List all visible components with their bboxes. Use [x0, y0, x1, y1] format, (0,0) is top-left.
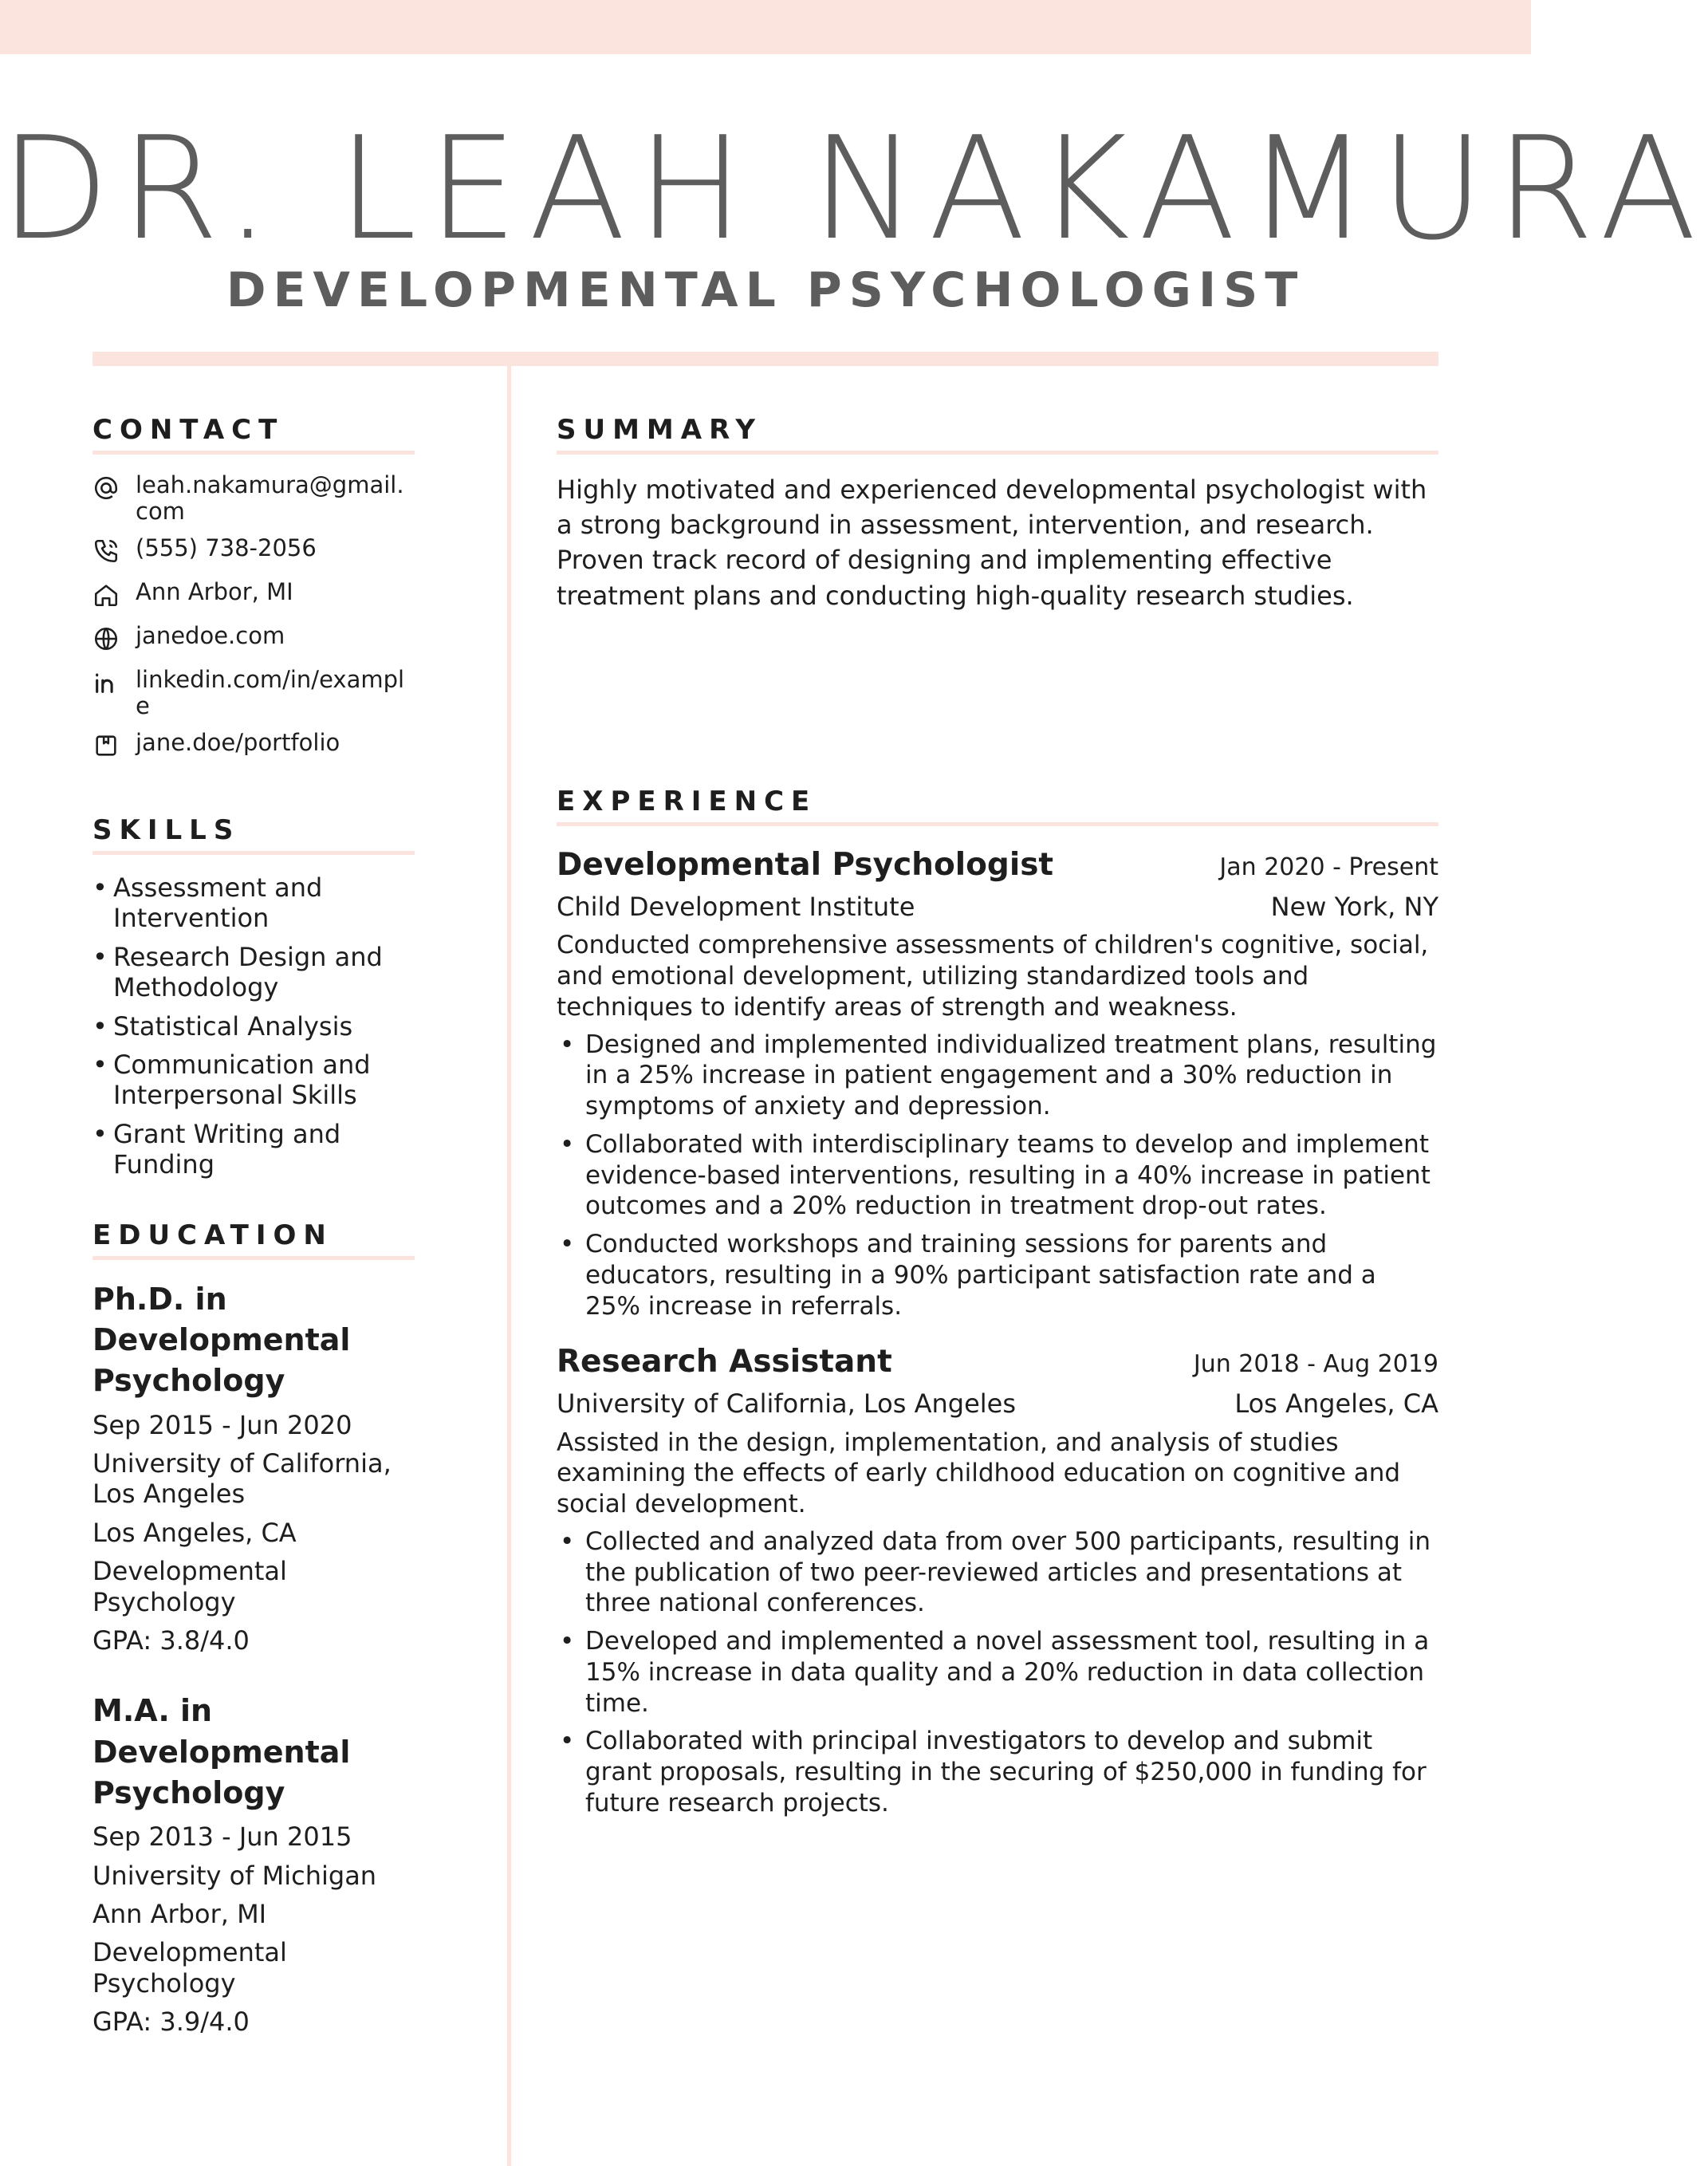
skill-item: • Research Design and Methodology: [92, 942, 415, 1003]
education-section: [92, 1220, 415, 2038]
contact-linkedin-text: linkedin.com/in/example: [136, 666, 405, 719]
contact-email[interactable]: [92, 472, 415, 524]
person-name: DR. LEAH NAKAMURA: [0, 106, 1708, 271]
gpa: GPA: 3.8/4.0: [92, 1624, 250, 1656]
job-organization: Child Development Institute: [557, 891, 915, 922]
skills-section: [92, 815, 415, 1180]
skill-item: • Grant Writing and Funding: [92, 1119, 415, 1180]
experience-heading: EXPERIENCE: [557, 786, 1438, 826]
degree-name: Ph.D. in Developmental Psychology: [92, 1281, 351, 1399]
contact-phone-text: (555) 738-2056: [136, 534, 317, 562]
bullet-item: • Designed and implemented individualized treatment plans, resulting in a 25% increase in patient engagement and a 30% reduction in symptoms of anxiety and depression.: [557, 1030, 1438, 1122]
bullet-item: • Collaborated with principal investigators to develop and submit grant proposals, resulting in the securing of $250,000 in funding for future research projects.: [557, 1726, 1438, 1818]
skill-item: • Communication and Interpersonal Skills: [92, 1050, 415, 1111]
job-description: Conducted comprehensive assessments of children's cognitive, social, and emotional development, utilizing standardized tools and techniques to identify areas of strength and weakness.: [557, 931, 1429, 1022]
job-role: Developmental Psychologist: [557, 847, 1054, 884]
job-dates: Jun 2018 - Aug 2019: [1193, 1350, 1438, 1379]
school-name: University of California, Los Angeles: [92, 1447, 392, 1510]
column-divider: [507, 366, 511, 2166]
degree-name: M.A. in Developmental Psychology: [92, 1693, 351, 1810]
job-title-header: DEVELOPMENTAL PSYCHOLOGIST: [226, 262, 1305, 318]
bullet-item: • Collaborated with interdisciplinary teams to develop and implement evidence-based interventions, resulting in a 40% increase in patient outcomes and a 20% reduction in treatment drop-out rates.: [557, 1129, 1438, 1222]
contact-portfolio-text: jane.doe/portfolio: [136, 728, 340, 756]
contact-phone[interactable]: [92, 535, 415, 568]
skill-item: • Statistical Analysis: [92, 1011, 415, 1042]
education-entry: [92, 1691, 415, 2037]
field-of-study: Developmental Psychology: [92, 1556, 287, 1617]
contact-section: [92, 415, 415, 762]
at-icon: [92, 475, 123, 505]
contact-website-text: janedoe.com: [136, 622, 285, 650]
home-icon: [92, 581, 123, 612]
skills-heading: SKILLS: [92, 815, 415, 855]
field-of-study: Developmental Psychology: [92, 1937, 287, 1999]
job-role: Research Assistant: [557, 1344, 892, 1380]
job-dates: Jan 2020 - Present: [1219, 853, 1438, 882]
contact-list: [92, 472, 415, 762]
bullet-item: • Conducted workshops and training sessions for parents and educators, resulting in a 90% participant satisfaction rate and a 25% increase in referrals.: [557, 1229, 1438, 1321]
education-heading: EDUCATION: [92, 1220, 415, 1260]
job-organization: University of California, Los Angeles: [557, 1388, 1017, 1420]
summary-heading: SUMMARY: [557, 415, 1438, 455]
gpa: GPA: 3.9/4.0: [92, 2007, 250, 2038]
skill-item: • Assessment and Intervention: [92, 872, 415, 934]
contact-address: [92, 579, 415, 612]
left-column: [92, 415, 415, 2038]
globe-icon: [92, 625, 123, 656]
phone-icon: [92, 538, 123, 568]
linkedin-icon: [92, 669, 123, 699]
bullet-item: • Collected and analyzed data from over 500 participants, resulting in the publication of two peer-reviewed articles and presentations at three national conferences.: [557, 1526, 1438, 1619]
school-name: University of Michigan: [92, 1860, 377, 1891]
job-description: Assisted in the design, implementation, and analysis of studies examining the effects of early childhood education on cognitive and social development.: [557, 1428, 1401, 1519]
bullet-item: • Developed and implemented a novel assessment tool, resulting in a 15% increase in data quality and a 20% reduction in data collection time.: [557, 1626, 1438, 1719]
education-dates: Sep 2015 - Jun 2020: [92, 1409, 352, 1440]
experience-entry: [557, 1342, 1438, 1818]
job-location: Los Angeles, CA: [1234, 1388, 1438, 1420]
experience-section: [557, 786, 1438, 1819]
education-list: [92, 1279, 415, 2038]
top-accent-bar: [0, 0, 1531, 54]
education-dates: Sep 2013 - Jun 2015: [92, 1821, 352, 1853]
contact-portfolio[interactable]: [92, 730, 415, 762]
header-divider: [92, 352, 1438, 366]
contact-linkedin[interactable]: [92, 667, 415, 719]
right-column: [557, 415, 1438, 1826]
bookmark-icon: [92, 732, 123, 762]
skills-list: [92, 872, 415, 1180]
contact-heading: CONTACT: [92, 415, 415, 455]
school-location: Los Angeles, CA: [92, 1517, 297, 1548]
job-bullets: [557, 1526, 1438, 1819]
experience-entry: [557, 845, 1438, 1321]
school-location: Ann Arbor, MI: [92, 1898, 267, 1929]
summary-text: Highly motivated and experienced developmental psychologist with a strong background in assessment, intervention, and research. Proven track record of designing and implementing effective treatment plans and conducting high-quality research studies.: [557, 475, 1427, 611]
education-entry: [92, 1279, 415, 1656]
contact-website[interactable]: [92, 623, 415, 656]
contact-email-text: leah.nakamura@gmail.com: [136, 471, 404, 525]
job-location: New York, NY: [1270, 891, 1438, 922]
summary-section: [557, 415, 1438, 786]
contact-address-text: Ann Arbor, MI: [136, 578, 293, 606]
job-bullets: [557, 1030, 1438, 1322]
